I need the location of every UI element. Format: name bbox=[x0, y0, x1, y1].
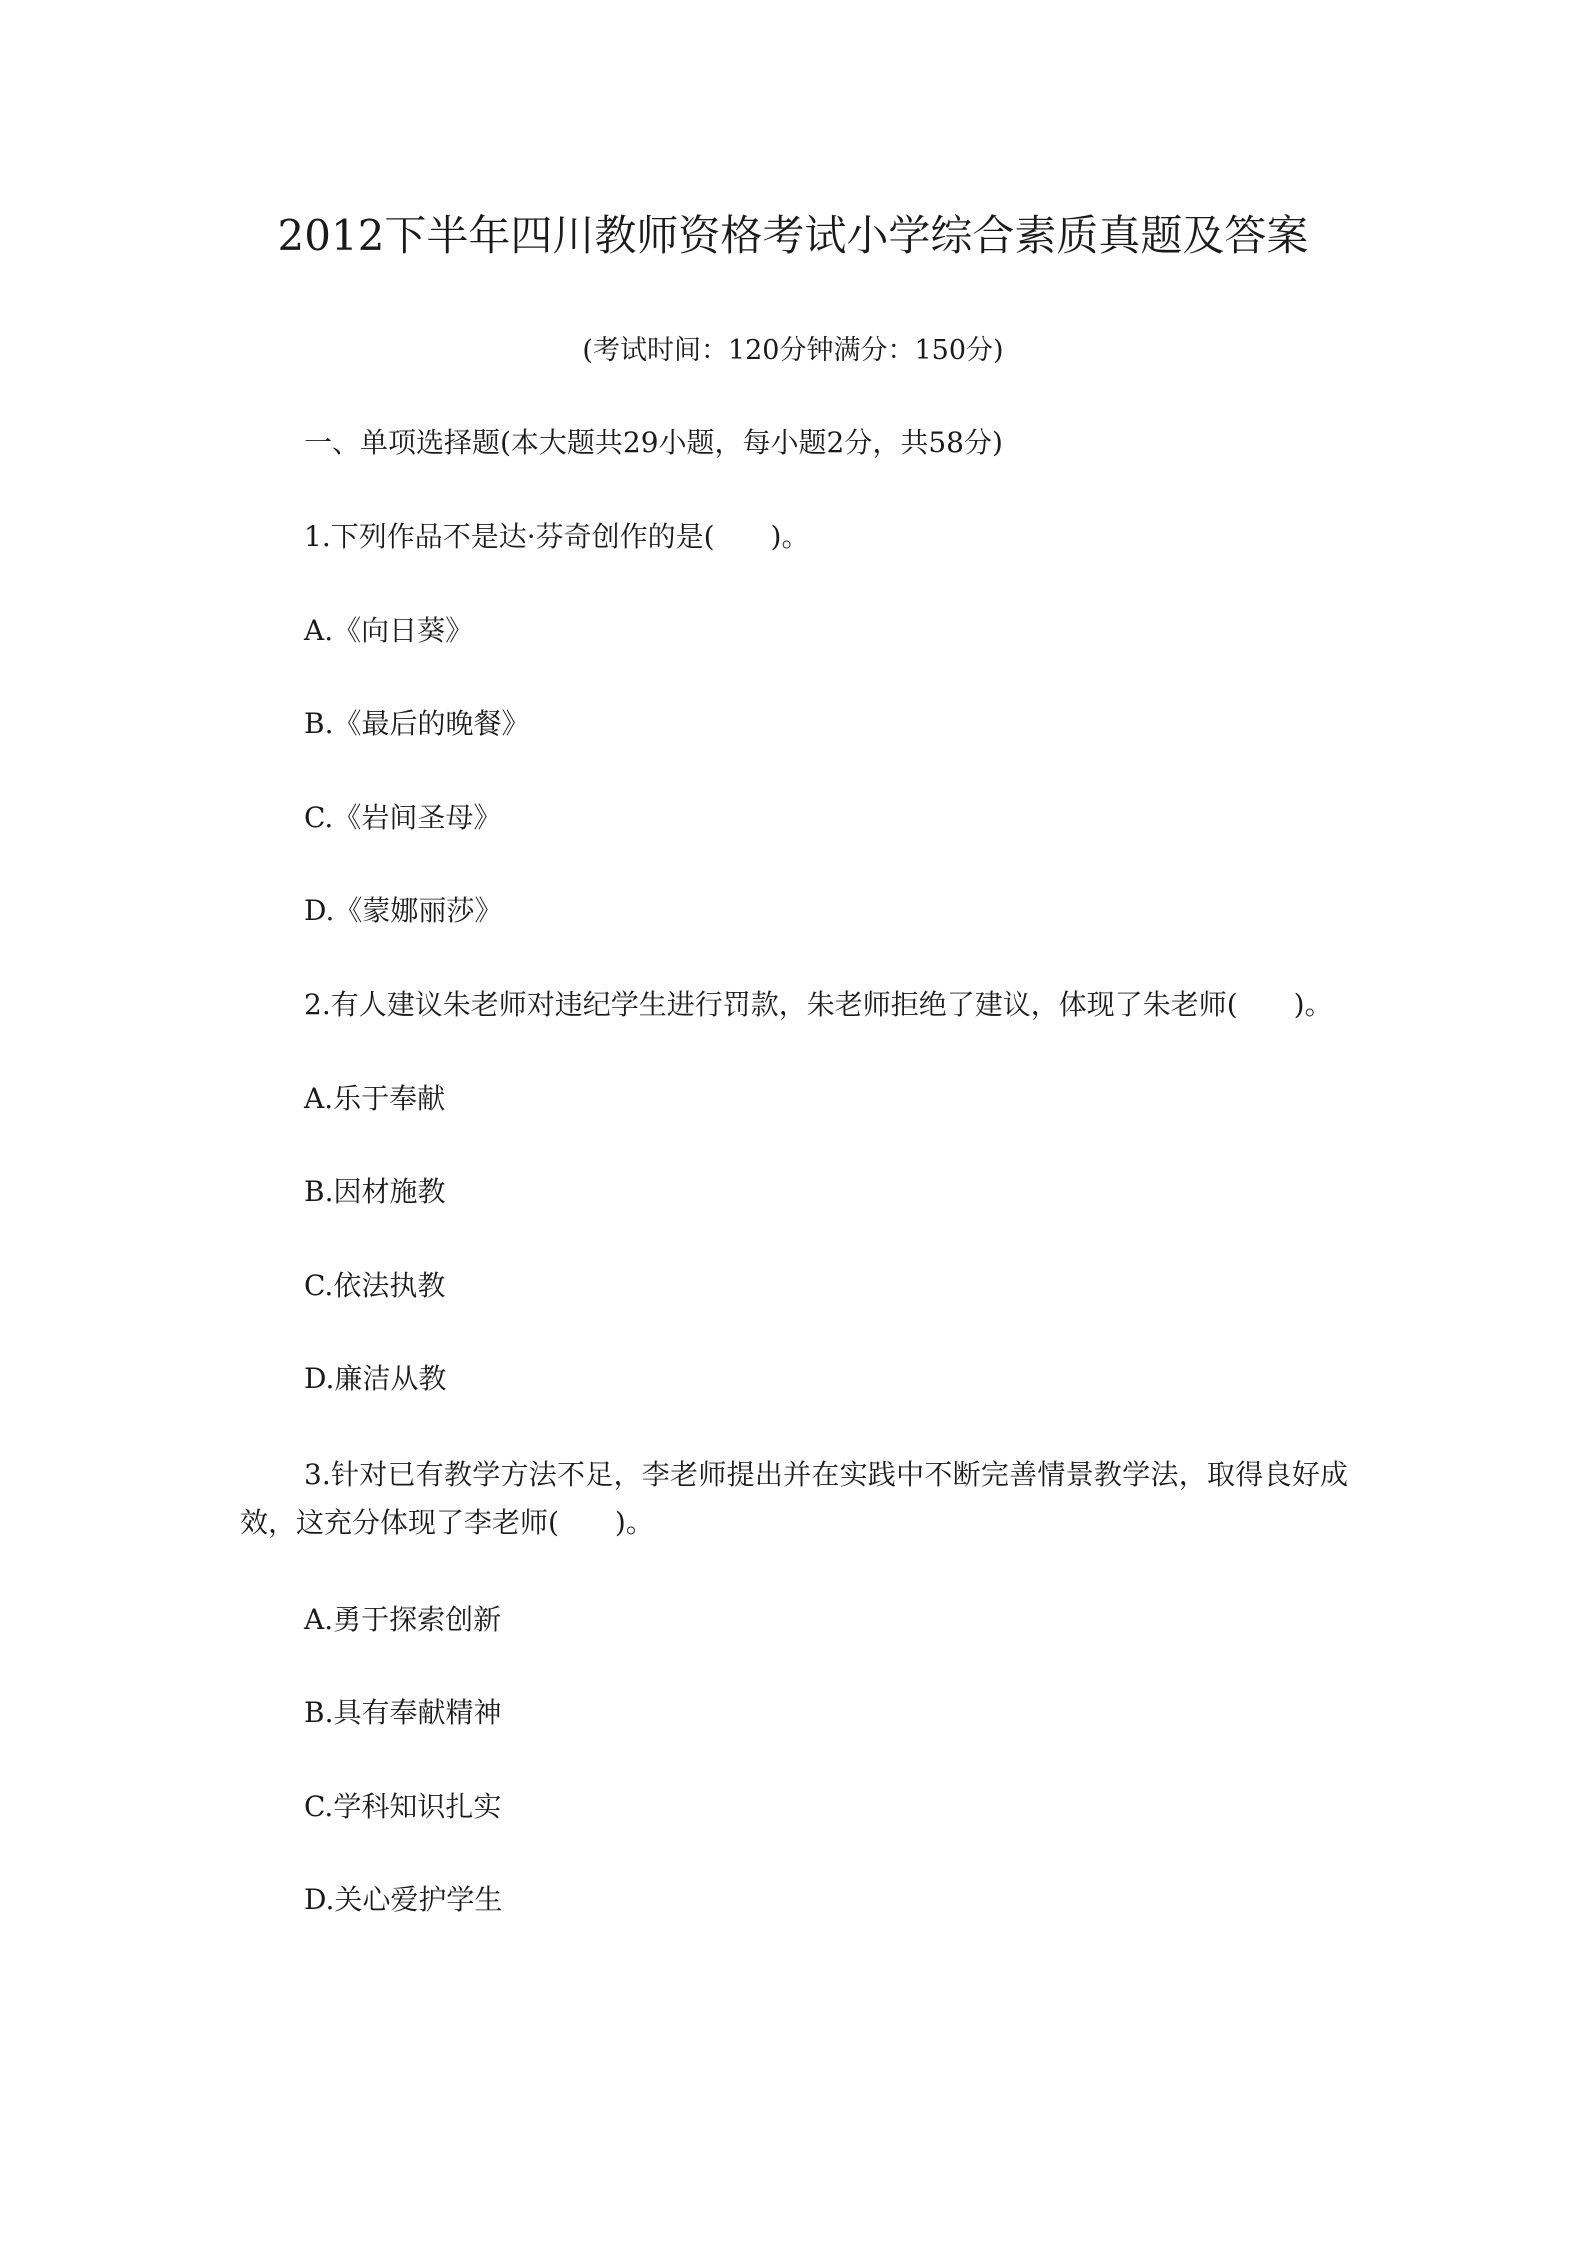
question-2-stem: 2.有人建议朱老师对违纪学生进行罚款，朱老师拒绝了建议，体现了朱老师( )。 bbox=[304, 988, 1333, 1021]
question-3-option-d: D.关心爱护学生 bbox=[304, 1883, 503, 1916]
section-heading: 一、单项选择题(本大题共29小题，每小题2分，共58分) bbox=[304, 426, 1003, 459]
question-1-option-d: D.《蒙娜丽莎》 bbox=[304, 894, 503, 927]
question-2-option-a: A.乐于奉献 bbox=[304, 1082, 446, 1115]
question-3-option-a: A.勇于探索创新 bbox=[304, 1603, 502, 1636]
question-3-stem: 3.针对已有教学方法不足，李老师提出并在实践中不断完善情景教学法，取得良好成效，这充分体现了李老师( )。 bbox=[240, 1458, 1348, 1539]
question-2-option-c: C.依法执教 bbox=[304, 1269, 446, 1302]
question-1-option-b: B.《最后的晚餐》 bbox=[304, 707, 530, 740]
question-2-option-d: D.廉洁从教 bbox=[304, 1362, 447, 1395]
question-1-stem: 1.下列作品不是达·芬奇创作的是( )。 bbox=[304, 520, 810, 553]
question-1-option-c: C.《岩间圣母》 bbox=[304, 801, 502, 834]
document-title: 2012下半年四川教师资格考试小学综合素质真题及答案 bbox=[277, 211, 1309, 260]
exam-info: (考试时间：120分钟满分：150分) bbox=[582, 335, 1004, 366]
question-2-option-b: B.因材施教 bbox=[304, 1175, 446, 1208]
question-1-option-a: A.《向日葵》 bbox=[304, 614, 474, 647]
question-3-option-b: B.具有奉献精神 bbox=[304, 1696, 502, 1729]
question-3-option-c: C.学科知识扎实 bbox=[304, 1790, 502, 1823]
